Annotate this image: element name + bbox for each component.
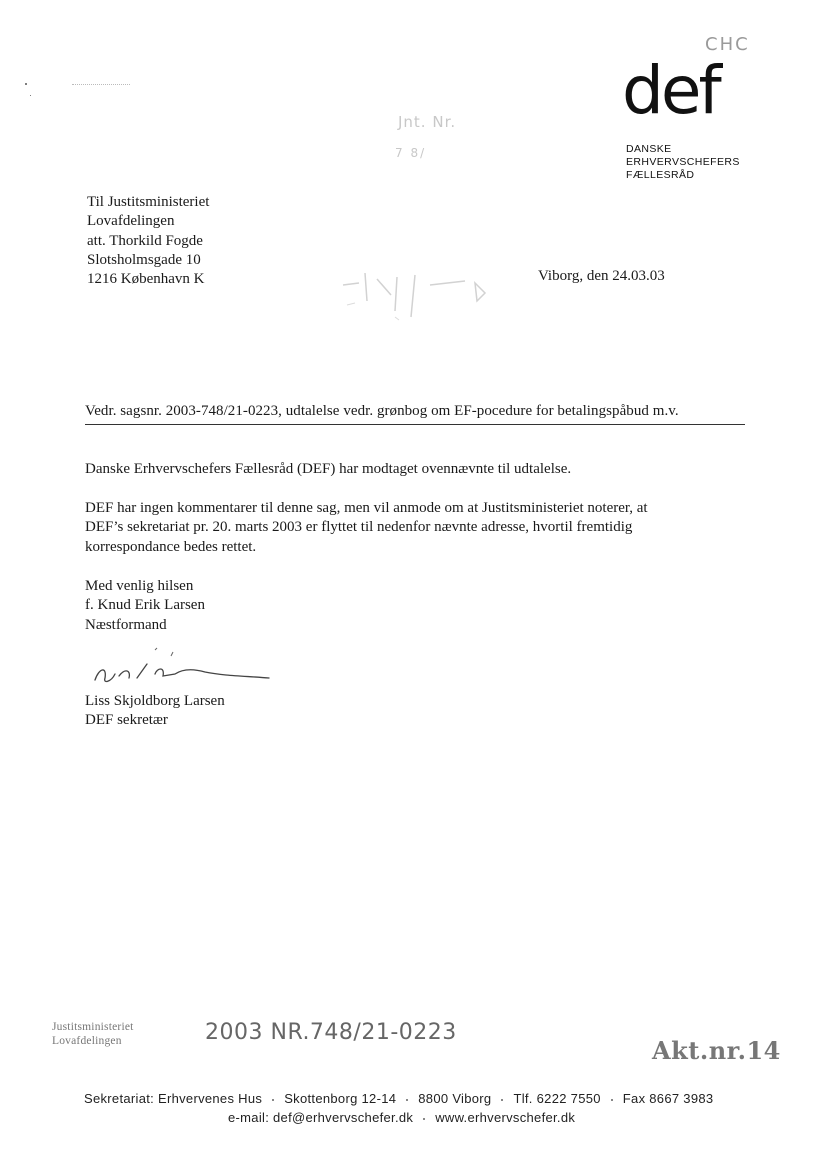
handwritten-case-number: 2003 NR.748/21-0223	[205, 1020, 457, 1045]
stamp-line: Justitsministeriet	[52, 1021, 134, 1033]
separator-dot	[423, 1118, 425, 1120]
faint-scribble	[335, 265, 515, 325]
footer-part: Sekretariat: Erhvervenes Hus	[84, 1091, 263, 1106]
separator-dot	[611, 1099, 613, 1101]
handwritten-signature	[85, 640, 275, 690]
signoff-line: Næstformand	[85, 616, 167, 633]
footer-part: Tlf. 6222 7550	[513, 1091, 601, 1106]
logo-line: FÆLLESRÅD	[626, 169, 695, 181]
faint-stamp-line: 7 8/	[395, 146, 427, 160]
subject-line: Vedr. sagsnr. 2003-748/21-0223, udtalelse vedr. grønbog om EF-pocedure for betalingspåbud m.v.	[85, 403, 679, 419]
logo-text	[626, 143, 740, 182]
place-date: Viborg, den 24.03.03	[538, 268, 665, 284]
recipient-address	[87, 193, 209, 289]
footer-part: Fax 8667 3983	[622, 1091, 714, 1106]
address-line: Slotsholmsgade 10	[87, 251, 201, 268]
address-line: 1216 København K	[87, 271, 205, 288]
stamp-line: Lovafdelingen	[52, 1035, 122, 1047]
scan-speck	[25, 83, 27, 85]
separator-dot	[501, 1099, 503, 1101]
def-logo: def	[622, 52, 719, 129]
footer-web: www.erhvervschefer.dk	[435, 1110, 576, 1125]
address-line: att. Thorkild Fogde	[87, 232, 203, 249]
signoff	[85, 577, 205, 635]
body-line: DEF’s sekretariat pr. 20. marts 2003 er flyttet til nedenfor nævnte adresse, hvortil fremtidig	[85, 519, 633, 536]
signoff-line: f. Knud Erik Larsen	[85, 597, 205, 614]
footer-address	[84, 1091, 713, 1106]
separator-dot	[406, 1099, 408, 1101]
signer-title: DEF sekretær	[85, 712, 168, 729]
subject-underline	[85, 424, 745, 425]
body-paragraph: Danske Erhvervschefers Fællesråd (DEF) har modtaget ovennævnte til udtalelse.	[85, 461, 572, 477]
body-line: korrespondance bedes rettet.	[85, 538, 257, 555]
logo-line: ERHVERVSCHEFERS	[626, 156, 740, 168]
scan-speck	[30, 95, 31, 96]
signer-name: Liss Skjoldborg Larsen	[85, 693, 225, 709]
footer-part: Skottenborg 12-14	[284, 1091, 397, 1106]
address-line: Til Justitsministeriet	[87, 194, 210, 210]
body-paragraph	[85, 499, 648, 557]
footer-contact	[228, 1110, 575, 1125]
footer-email: e-mail: def@erhvervschefer.dk	[228, 1110, 414, 1125]
signer-block	[85, 692, 225, 731]
handwritten-initials: CHC	[705, 34, 750, 55]
address-line: Lovafdelingen	[87, 213, 175, 230]
logo-line: DANSKE	[626, 143, 672, 155]
faint-mark	[72, 84, 130, 86]
akt-number-stamp: Akt.nr.14	[652, 1036, 781, 1065]
separator-dot	[272, 1099, 274, 1101]
ministry-stamp	[52, 1020, 134, 1048]
faint-stamp-line: Jnt. Nr.	[398, 113, 457, 131]
body-line: DEF har ingen kommentarer til denne sag, men vil anmode om at Justitsministeriet noterer, at	[85, 500, 648, 516]
footer-part: 8800 Viborg	[418, 1091, 492, 1106]
signoff-line: Med venlig hilsen	[85, 578, 194, 594]
